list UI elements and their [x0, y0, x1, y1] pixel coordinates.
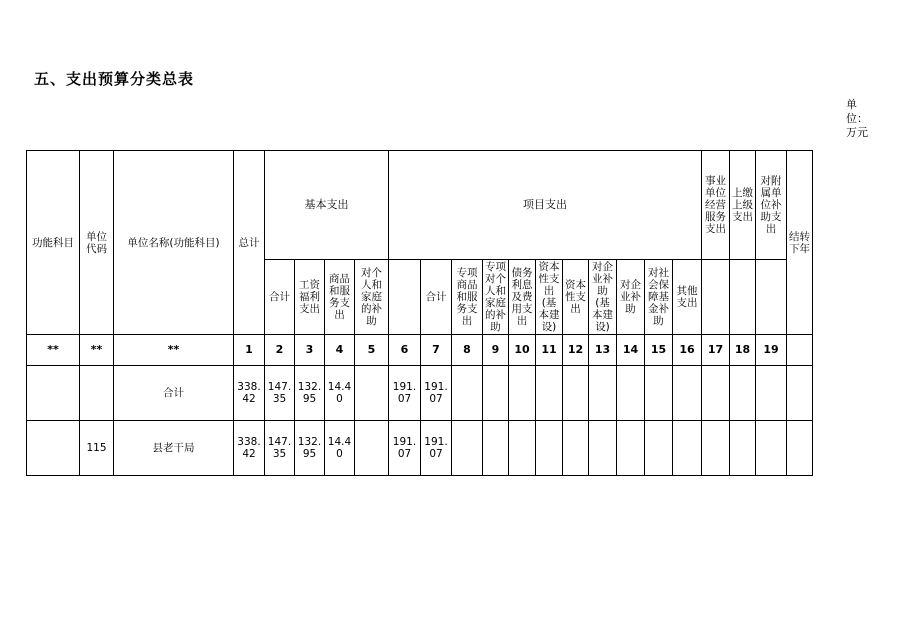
header-spacer-institution [702, 260, 730, 335]
column-number-cell: 14 [617, 335, 645, 366]
cell-affiliated-unit-subsidy [756, 421, 787, 476]
cell-affiliated-unit-subsidy [756, 366, 787, 421]
column-number-cell: 18 [730, 335, 756, 366]
table-row [27, 366, 813, 421]
column-number-cell: 1 [234, 335, 265, 366]
cell-unit-name: 县老干局 [114, 421, 234, 476]
column-number-cell: 6 [389, 335, 421, 366]
column-number-cell: ** [114, 335, 234, 366]
cell-enterprise-subsidy [617, 421, 645, 476]
col-header-social-security-fund-subsidy: 对社会保障基金补助 [645, 260, 673, 335]
cell-basic-subtotal: 147.35 [265, 366, 295, 421]
cell-individual-family-subsidy [355, 421, 389, 476]
cell-capital-expenditure-capital-construction [536, 421, 563, 476]
column-number-cell: 2 [265, 335, 295, 366]
col-header-special-individual-family-subsidy: 专项对个人和家庭的补助 [483, 260, 509, 335]
col-header-basic-expenditure: 基本支出 [265, 151, 389, 260]
column-number-cell: 12 [563, 335, 589, 366]
col-header-goods-services: 商品和服务支出 [325, 260, 355, 335]
cell-debt-interest-fee [509, 421, 536, 476]
cell-special-individual-family-subsidy [483, 421, 509, 476]
col-header-carryover-next-year: 结转下年 [787, 151, 813, 335]
column-number-cell: 5 [355, 335, 389, 366]
cell-social-security-fund-subsidy [645, 421, 673, 476]
col-header-capital-expenditure-capital-construction: 资本性支出(基本建设) [536, 260, 563, 335]
column-number-cell: 17 [702, 335, 730, 366]
cell-salary-welfare: 132.95 [295, 421, 325, 476]
cell-debt-interest-fee [509, 366, 536, 421]
cell-basic-blank: 191.07 [389, 366, 421, 421]
column-number-cell: 19 [756, 335, 787, 366]
cell-institution-operating-expenditure [702, 421, 730, 476]
cell-other-expenditure [673, 366, 702, 421]
col-header-salary-welfare: 工资福利支出 [295, 260, 325, 335]
page-title: 五、支出预算分类总表 [34, 70, 195, 88]
col-header-unit-name: 单位名称(功能科目) [114, 151, 234, 335]
cell-payment-to-superior [730, 421, 756, 476]
column-number-cell: 16 [673, 335, 702, 366]
col-header-special-goods-services: 专项商品和服务支出 [452, 260, 483, 335]
cell-individual-family-subsidy [355, 366, 389, 421]
col-header-project-subtotal: 合计 [421, 260, 452, 335]
cell-capital-expenditure [563, 421, 589, 476]
col-header-payment-to-superior: 上缴上级支出 [730, 151, 756, 260]
column-number-cell: 11 [536, 335, 563, 366]
column-number-cell: 13 [589, 335, 617, 366]
cell-project-subtotal: 191.07 [421, 421, 452, 476]
cell-enterprise-subsidy-capital-construction [589, 366, 617, 421]
column-number-cell: 8 [452, 335, 483, 366]
cell-other-expenditure [673, 421, 702, 476]
cell-salary-welfare: 132.95 [295, 366, 325, 421]
col-header-enterprise-subsidy-capital-construction: 对企业补助(基本建设) [589, 260, 617, 335]
col-header-project-expenditure: 项目支出 [389, 151, 702, 260]
col-header-debt-interest-fee: 债务利息及费用支出 [509, 260, 536, 335]
header-row-groups [27, 151, 813, 260]
col-header-other-expenditure: 其他支出 [673, 260, 702, 335]
column-number-row [27, 335, 813, 366]
cell-function-subject [27, 366, 80, 421]
cell-function-subject [27, 421, 80, 476]
cell-total: 338.42 [234, 421, 265, 476]
cell-special-individual-family-subsidy [483, 366, 509, 421]
column-number-cell: 15 [645, 335, 673, 366]
unit-note: 单位：万元 [846, 98, 868, 139]
cell-enterprise-subsidy-capital-construction [589, 421, 617, 476]
cell-unit-name: 合计 [114, 366, 234, 421]
column-number-cell: ** [27, 335, 80, 366]
cell-enterprise-subsidy [617, 366, 645, 421]
cell-special-goods-services [452, 421, 483, 476]
col-header-enterprise-subsidy: 对企业补助 [617, 260, 645, 335]
column-number-cell: 3 [295, 335, 325, 366]
cell-institution-operating-expenditure [702, 366, 730, 421]
cell-social-security-fund-subsidy [645, 366, 673, 421]
col-header-total: 总计 [234, 151, 265, 335]
cell-unit-code: 115 [80, 421, 114, 476]
cell-total: 338.42 [234, 366, 265, 421]
column-number-cell: 9 [483, 335, 509, 366]
col-header-individual-family-subsidy: 对个人和家庭的补助 [355, 260, 389, 335]
column-number-cell: 7 [421, 335, 452, 366]
cell-special-goods-services [452, 366, 483, 421]
table-row [27, 421, 813, 476]
header-spacer-affiliated [756, 260, 787, 335]
cell-basic-blank: 191.07 [389, 421, 421, 476]
cell-carryover-next-year [787, 366, 813, 421]
header-spacer-superior [730, 260, 756, 335]
cell-capital-expenditure [563, 366, 589, 421]
cell-project-subtotal: 191.07 [421, 366, 452, 421]
column-number-cell: 4 [325, 335, 355, 366]
cell-capital-expenditure-capital-construction [536, 366, 563, 421]
cell-basic-subtotal: 147.35 [265, 421, 295, 476]
col-header-function-subject: 功能科目 [27, 151, 80, 335]
col-header-basic-blank [389, 260, 421, 335]
cell-goods-services: 14.40 [325, 366, 355, 421]
cell-carryover-next-year [787, 421, 813, 476]
cell-unit-code [80, 366, 114, 421]
col-header-institution-operating-expenditure: 事业单位经营服务支出 [702, 151, 730, 260]
column-number-cell [787, 335, 813, 366]
expenditure-budget-table [26, 150, 813, 476]
col-header-basic-subtotal: 合计 [265, 260, 295, 335]
column-number-cell: 10 [509, 335, 536, 366]
cell-goods-services: 14.40 [325, 421, 355, 476]
col-header-capital-expenditure: 资本性支出 [563, 260, 589, 335]
cell-payment-to-superior [730, 366, 756, 421]
col-header-unit-code: 单位代码 [80, 151, 114, 335]
col-header-affiliated-unit-subsidy: 对附属单位补助支出 [756, 151, 787, 260]
column-number-cell: ** [80, 335, 114, 366]
